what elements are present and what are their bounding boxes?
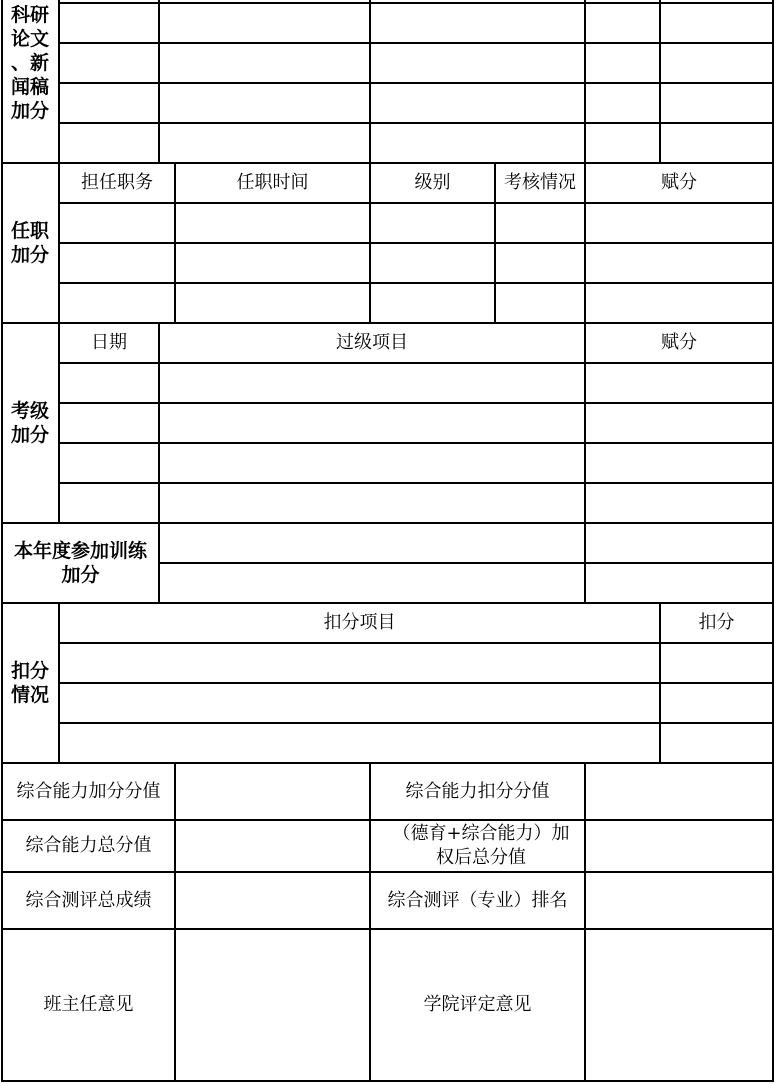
vline	[174, 763, 176, 1082]
header-position-time: 任职时间	[236, 172, 309, 193]
header-exam-score: 赋分	[661, 332, 697, 353]
vline	[58, 0, 60, 523]
vline	[158, 0, 160, 163]
header-exam-date: 日期	[91, 332, 127, 353]
hline	[59, 282, 774, 284]
hline	[59, 682, 774, 684]
hline	[59, 362, 774, 364]
header-position-title: 担任职务	[81, 172, 153, 193]
hline	[59, 242, 774, 244]
vline	[659, 0, 661, 163]
hline	[59, 482, 774, 484]
header-deduction-score: 扣分	[698, 612, 735, 633]
weighted-score-label: （德育+综合能力）加权后总分值	[392, 823, 570, 868]
vline	[772, 0, 774, 1082]
deduction-section-label: 扣分 情况	[10, 660, 49, 706]
header-position-score: 赋分	[661, 172, 697, 193]
position-section-label: 任职 加分	[10, 220, 49, 266]
hline	[59, 122, 774, 124]
hline	[59, 442, 774, 444]
exam-section-label: 考级 加分	[10, 400, 49, 446]
training-section-label: 本年度参加训练 加分	[13, 540, 147, 586]
hline	[159, 562, 774, 564]
header-position-level: 级别	[414, 172, 451, 193]
hline	[59, 722, 774, 724]
hline	[59, 2, 774, 4]
bonus-score-label: 综合能力加分分值	[16, 780, 161, 802]
hline	[59, 642, 774, 644]
vline	[584, 0, 586, 603]
header-position-assessment: 考核情况	[504, 172, 576, 193]
hline	[59, 402, 774, 404]
deduct-score-label: 综合能力扣分分值	[405, 780, 550, 802]
vline	[158, 323, 160, 603]
hline	[59, 202, 774, 204]
overall-score-label: 综合测评总成绩	[25, 889, 152, 911]
header-exam-item: 过级项目	[336, 332, 408, 353]
hline	[1, 1080, 774, 1082]
vline	[584, 763, 586, 1082]
hline	[59, 42, 774, 44]
vline	[369, 0, 371, 323]
teacher-opinion-label: 班主任意见	[43, 994, 134, 1015]
college-opinion-label: 学院评定意见	[423, 994, 532, 1015]
header-deduction-item: 扣分项目	[323, 612, 396, 633]
hline	[59, 82, 774, 84]
total-score-label: 综合能力总分值	[25, 835, 152, 856]
rank-label: 综合测评（专业）排名	[387, 889, 568, 911]
research-section-label: 科研 论文 、新 闻稿 加分	[10, 4, 49, 122]
